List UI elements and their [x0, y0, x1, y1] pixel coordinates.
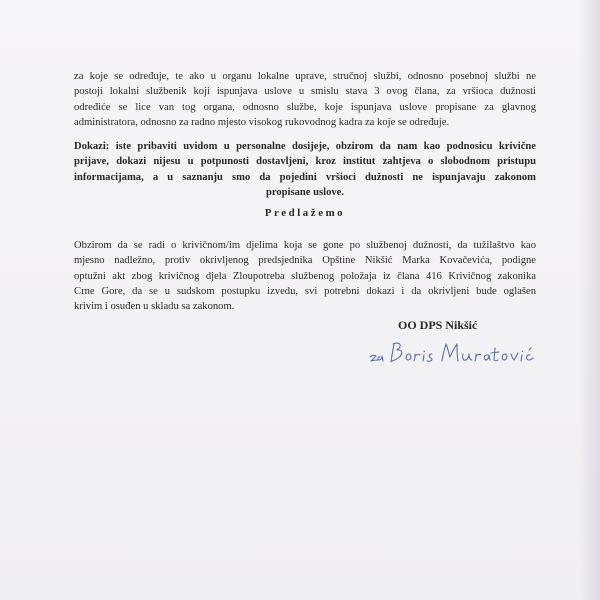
- signature-organization: OO DPS Nikšić: [398, 318, 478, 332]
- text-line: propisane uslove.: [265, 186, 345, 198]
- text-line: određiće se lice van tog organa, odnosno službe, koje ispunjava uslove propisane za glavnog: [74, 101, 536, 113]
- text-line: optužni akt zbog krivičnog djela Zloupotreba službenog položaja iz člana 416 Krivičnog zakonika: [74, 270, 536, 282]
- text-line: prijave, dokazi nijesu u potpunosti dostavljeni, kroz institut zahtjeva o slobodnom pristupu: [74, 156, 536, 168]
- paragraph-proposal: [74, 238, 536, 314]
- text-line: Crne Gore, da se u sudskom postupku izvedu, svi potrebni dokazi i da okrivljeni bude oglašen: [74, 285, 536, 297]
- page-edge-shadow: [578, 0, 600, 600]
- text-line: Dokazi: iste pribaviti uvidom u personalne dosijeje, obzirom da nam kao podnosicu krivične: [74, 141, 536, 152]
- handwritten-signature: [368, 335, 538, 367]
- text-line: postoji lokalni službenik koji ispunjava uslove u smislu stava 3 ovog člana, za vršioca dužnosti: [74, 86, 536, 98]
- paragraph-evidence: [74, 139, 536, 200]
- text-line: administratora, odnosno za radno mjesto visokog rukovodnog kadra za koje se određuje.: [74, 116, 450, 128]
- text-line: za koje se određuje, te ako u organu lokalne uprave, stručnoj službi, odnosno posebnoj službi ne: [74, 71, 536, 82]
- text-line: krivim i osuđen u skladu sa zakonom.: [74, 301, 235, 313]
- text-line: informacijama, a u saznanju smo da pojedini vršioci dužnosti ne ispunjavaju zakonom: [74, 171, 536, 183]
- paragraph-legal-provision: [74, 69, 536, 130]
- section-heading: Predlažemo: [264, 207, 346, 219]
- text-line: Obzirom da se radi o krivičnom/im djelima koja se gone po službenoj dužnosti, da tužilaštvo kao: [74, 240, 536, 251]
- text-line: mjesno nadležno, protiv okrivljenog predsjednika Opštine Nikšić Marka Kovačevića, podigne: [74, 255, 536, 267]
